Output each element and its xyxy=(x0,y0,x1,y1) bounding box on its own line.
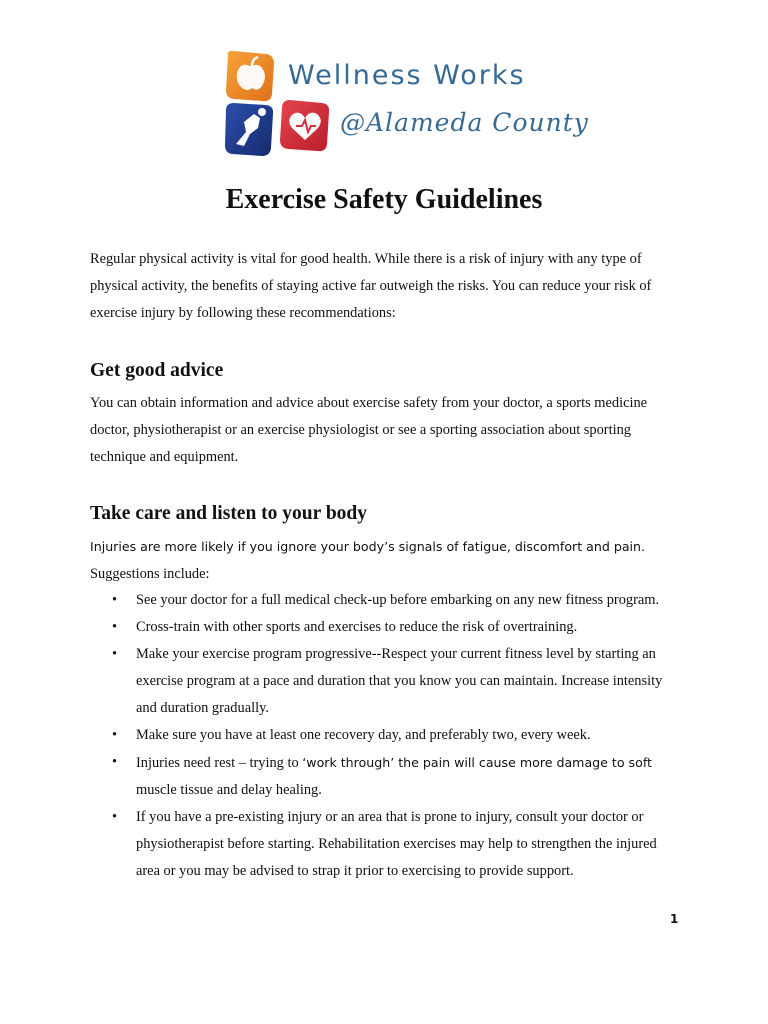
list-item xyxy=(90,722,680,749)
bullet-icon: • xyxy=(112,592,118,608)
document-title: Exercise Safety Guidelines xyxy=(225,184,543,215)
bullet-icon: • xyxy=(112,646,118,662)
runner-tile-icon xyxy=(225,103,273,156)
advice-paragraph: You can obtain information and advice about exercise safety from your doctor, a sports medicine doctor, physiotherapist or an exercise physiologist or see a sporting association about sporting technique and equipment. xyxy=(90,395,648,465)
logo-title: Wellness Works xyxy=(288,60,526,91)
section-heading-advice: Get good advice xyxy=(90,360,224,381)
bullet-icon: • xyxy=(112,809,118,825)
apple-tile-icon xyxy=(226,51,274,101)
bullet-icon: • xyxy=(112,754,118,770)
list-item xyxy=(90,804,680,885)
list-item-text: Injuries need rest – trying to xyxy=(136,755,303,771)
suggestions-label: Suggestions include: xyxy=(90,566,210,582)
list-item xyxy=(90,587,680,614)
listen-intro-paragraph xyxy=(90,533,690,588)
page-number: 1 xyxy=(670,912,679,926)
wellness-works-logo xyxy=(222,46,589,160)
logo-subtitle: @Alameda County xyxy=(340,108,589,137)
intro-paragraph: Regular physical activity is vital for good health. While there is a risk of injury with any type of physical activity, the benefits of staying active far outweigh the risks. You can reduce your risk of exercise injury by following these recommendations: xyxy=(90,251,652,321)
list-item-text: See your doctor for a full medical check-up before embarking on any new fitness program. xyxy=(136,592,660,608)
list-item xyxy=(90,641,680,722)
bullet-icon: • xyxy=(112,619,118,635)
section-heading-listen: Take care and listen to your body xyxy=(90,503,368,524)
list-item xyxy=(90,614,680,641)
heart-tile-icon xyxy=(280,100,329,151)
list-item-text: Make sure you have at least one recovery day, and preferably two, every week. xyxy=(136,727,591,743)
list-item-text-continued: muscle tissue and delay healing. xyxy=(136,782,322,798)
listen-intro-sans-text: Injuries are more likely if you ignore your body’s signals of fatigue, discomfort and pain. xyxy=(90,539,646,554)
list-item-sans-text: ‘work through’ the pain will cause more damage to soft xyxy=(302,755,652,770)
list-item-text: Cross-train with other sports and exercises to reduce the risk of overtraining. xyxy=(136,619,578,635)
bullet-icon: • xyxy=(112,727,118,743)
list-item-text: If you have a pre-existing injury or an area that is prone to injury, consult your doctor or physiotherapist before starting. Rehabilitation exercises may help to strengthen the injured area or you may be advised to strap it prior to exercising to provide support. xyxy=(136,809,657,879)
list-item xyxy=(90,749,680,804)
list-item-text: Make your exercise program progressive--Respect your current fitness level by starting an exercise program at a pace and duration that you know you can maintain. Increase intensity and duration gradually. xyxy=(136,646,663,716)
suggestions-list xyxy=(90,587,680,885)
